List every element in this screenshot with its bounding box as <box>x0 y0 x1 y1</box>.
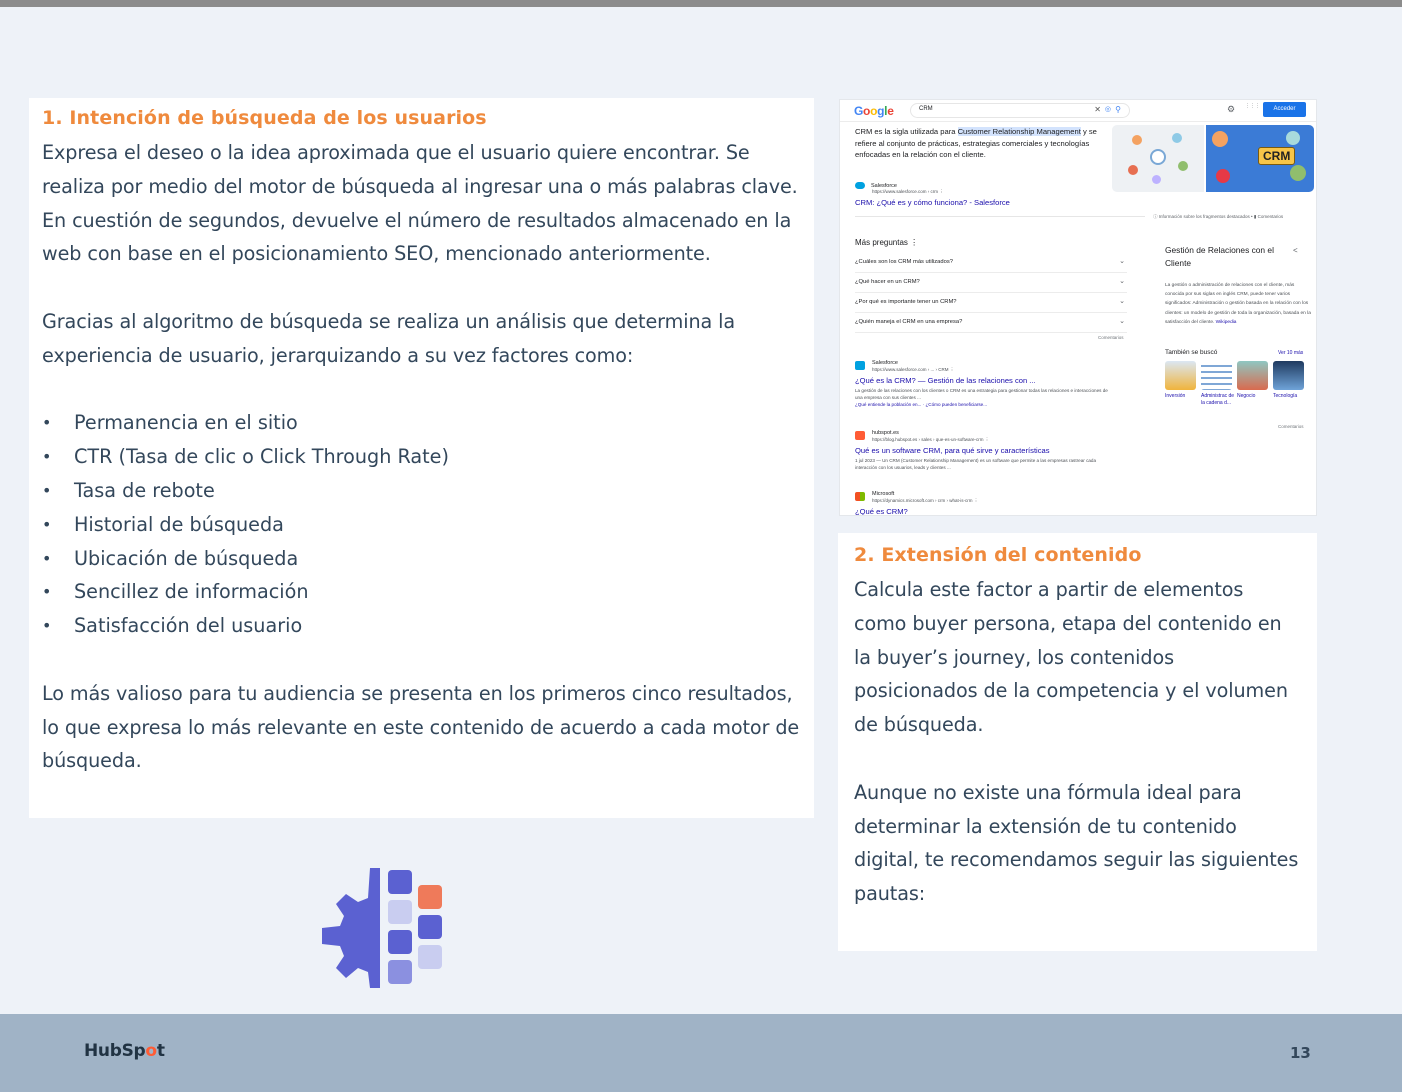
thumb-label[interactable]: Negocio <box>1237 393 1256 399</box>
paragraph: Gracias al algoritmo de búsqueda se realiza un análisis que determina la experiencia de usuario, jerarquizando a su vez factores como: <box>42 309 736 367</box>
list-item: • CTR (Tasa de clic o Click Through Rate) <box>42 440 801 474</box>
featured-snippet-text: CRM es la sigla utilizada para Customer Relationship Management y se refiere al conjunto de prácticas, estrategias comerciales y tecnologías enfocadas en la relación con el cliente. <box>855 127 1097 159</box>
page-number: 13 <box>1290 1044 1311 1062</box>
search-icon[interactable]: ⚲ <box>1115 105 1121 114</box>
footer <box>0 1014 1402 1092</box>
result-link[interactable]: ¿Qué es CRM? <box>855 507 908 516</box>
list-item: • Historial de búsqueda <box>42 508 801 542</box>
bullet-icon: • <box>42 616 52 636</box>
result-link[interactable]: ¿Qué es la CRM? — Gestión de las relaciones con ... <box>855 376 1036 385</box>
chevron-down-icon: ⌄ <box>1119 258 1125 265</box>
crm-diagram-image[interactable] <box>1112 125 1204 192</box>
list-item: • Satisfacción del usuario <box>42 609 801 643</box>
question-row[interactable]: ¿Por qué es importante tener un CRM? ⌄ <box>855 293 1127 313</box>
chevron-down-icon: ⌄ <box>1119 298 1125 305</box>
question-row[interactable]: ¿Qué hacer en un CRM? ⌄ <box>855 273 1127 293</box>
thumb-image[interactable] <box>1201 361 1232 390</box>
clear-icon[interactable]: ✕ <box>1094 105 1101 114</box>
featured-link[interactable]: CRM: ¿Qué es y cómo funciona? - Salesforce <box>855 198 1010 207</box>
microsoft-icon <box>855 492 865 501</box>
paragraph: Aunque no existe una fórmula ideal para determinar la extensión de tu contenido digital, te recomendamos seguir las siguientes pautas: <box>854 780 1299 906</box>
snippet-info[interactable]: ⓘ Información sobre los fragmentos destacados • ▮ Comentarios <box>1153 214 1284 219</box>
section-extension-card <box>838 533 1317 951</box>
comments-link[interactable]: Comentarios <box>1098 335 1124 340</box>
paragraph: Calcula este factor a partir de elementos como buyer persona, etapa del contenido en la buyer’s journey, los contenidos posicionados de la competencia y el volumen de búsqueda. <box>854 578 1288 737</box>
list-item: • Permanencia en el sitio <box>42 406 801 440</box>
crm-label: CRM <box>1258 147 1295 165</box>
bullet-icon: • <box>42 582 52 602</box>
top-border <box>0 0 1402 7</box>
question-row[interactable]: ¿Cuáles son los CRM más utilizados? ⌄ <box>855 253 1127 273</box>
gear-blocks-icon <box>320 866 446 990</box>
thumb-image[interactable] <box>1273 361 1304 390</box>
chevron-down-icon: ⌄ <box>1119 318 1125 325</box>
knowledge-panel-desc: La gestión o administración de relaciones con el cliente, más conocida por sus siglas en inglés CRM, puede tener varios significados: Administración o gestión basada en la relación con los clientes: un modelo de gestión de toda la organización, basada en la satisfacción del cliente. Wikipedia <box>1165 283 1311 325</box>
paragraph: Lo más valioso para tu audiencia se presenta en los primeros cinco resultados, lo que expresa lo más relevante en este contenido de acuerdo a cada motor de búsqueda. <box>42 681 800 773</box>
result-link[interactable]: Qué es un software CRM, para qué sirve y características <box>855 446 1050 455</box>
thumb-image[interactable] <box>1165 361 1196 390</box>
result-sublink[interactable]: ¿Qué entiende la población en... · ¿Cómo pueden beneficiarse... <box>855 402 988 407</box>
search-query: CRM <box>919 106 933 112</box>
signin-button[interactable]: Acceder <box>1263 102 1306 117</box>
thumb-label[interactable]: Administrac de la cadena d... <box>1201 393 1235 406</box>
hubspot-icon <box>855 431 865 440</box>
share-icon[interactable]: < <box>1293 246 1298 255</box>
search-input[interactable] <box>910 103 1130 118</box>
thumb-label[interactable]: Tecnología <box>1273 393 1298 399</box>
bullet-icon: • <box>42 413 52 433</box>
lens-icon[interactable]: ◎ <box>1104 106 1111 113</box>
google-header <box>840 100 1316 122</box>
salesforce-icon <box>855 361 865 370</box>
comments-link[interactable]: Comentarios <box>1278 424 1304 429</box>
factors-list <box>42 406 801 643</box>
wikipedia-link[interactable]: Wikipedia <box>1215 319 1237 325</box>
more-questions-title: Más preguntas ⋮ <box>855 238 919 247</box>
thumb-image[interactable] <box>1237 361 1268 390</box>
bullet-icon: • <box>42 514 52 534</box>
google-logo: Google <box>854 104 894 118</box>
apps-grid-icon[interactable]: ⋮⋮⋮ <box>1245 103 1260 109</box>
knowledge-panel-title: Gestión de Relaciones con el Cliente <box>1165 245 1274 268</box>
list-item: • Tasa de rebote <box>42 474 801 508</box>
hubspot-logo: HubSpot <box>84 1041 165 1061</box>
chevron-down-icon: ⌄ <box>1119 278 1125 285</box>
list-item: • Sencillez de información <box>42 575 801 609</box>
section-title: 2. Extensión del contenido <box>854 544 1142 566</box>
see-more-link[interactable]: Ver 10 más <box>1278 350 1304 356</box>
featured-url: https://www.salesforce.com › crm ⋮ <box>872 189 944 194</box>
featured-source-icon: Salesforce <box>855 182 897 189</box>
bullet-icon: • <box>42 480 52 500</box>
section-title: 1. Intención de búsqueda de los usuarios <box>42 107 487 129</box>
bullet-icon: • <box>42 447 52 467</box>
search-result: Salesforce https://www.salesforce.com › ... › CRM ⋮ ¿Qué es la CRM? — Gestión de las relaciones con ... La gestión de las relaciones con los clientes o CRM es una estrategia para gestionar todas las relaciones e interacciones de una empresa con sus clientes ... ¿Qué entiende la población en... · ¿Cómo pueden beneficiarse... <box>855 360 1135 420</box>
search-result: Microsoft https://dynamics.microsoft.com › crm › what-is-crm ⋮ ¿Qué es CRM? <box>855 491 979 516</box>
thumb-label[interactable]: Inversión <box>1165 393 1186 399</box>
google-search-screenshot <box>839 99 1317 516</box>
crm-illustration-image[interactable] <box>1206 125 1314 192</box>
section-intencion-card <box>29 98 814 818</box>
list-item: • Ubicación de búsqueda <box>42 542 801 576</box>
gear-icon[interactable]: ⚙ <box>1227 104 1236 114</box>
also-searched-title: También se buscó <box>1165 349 1218 356</box>
search-result: hubspot.es https://blog.hubspot.es › sales › que-es-un-software-crm ⋮ Qué es un software CRM, para qué sirve y características 1 jul 2023 — Un CRM (Customer Relationship Management) es un software que permite a las empresas rastrear cada interacción con los usuarios, leads y clientes ... <box>855 430 1097 470</box>
paragraph: Expresa el deseo o la idea aproximada que el usuario quiere encontrar. Se realiza por medio del motor de búsqueda al ingresar una o más palabras clave. En cuestión de segundos, devuelve el número de resultados almacenado en la web con base en el posicionamiento SEO, mencionado anteriormente. <box>42 141 798 266</box>
question-row[interactable]: ¿Quién maneja el CRM en una empresa? ⌄ <box>855 313 1127 333</box>
bullet-icon: • <box>42 548 52 568</box>
